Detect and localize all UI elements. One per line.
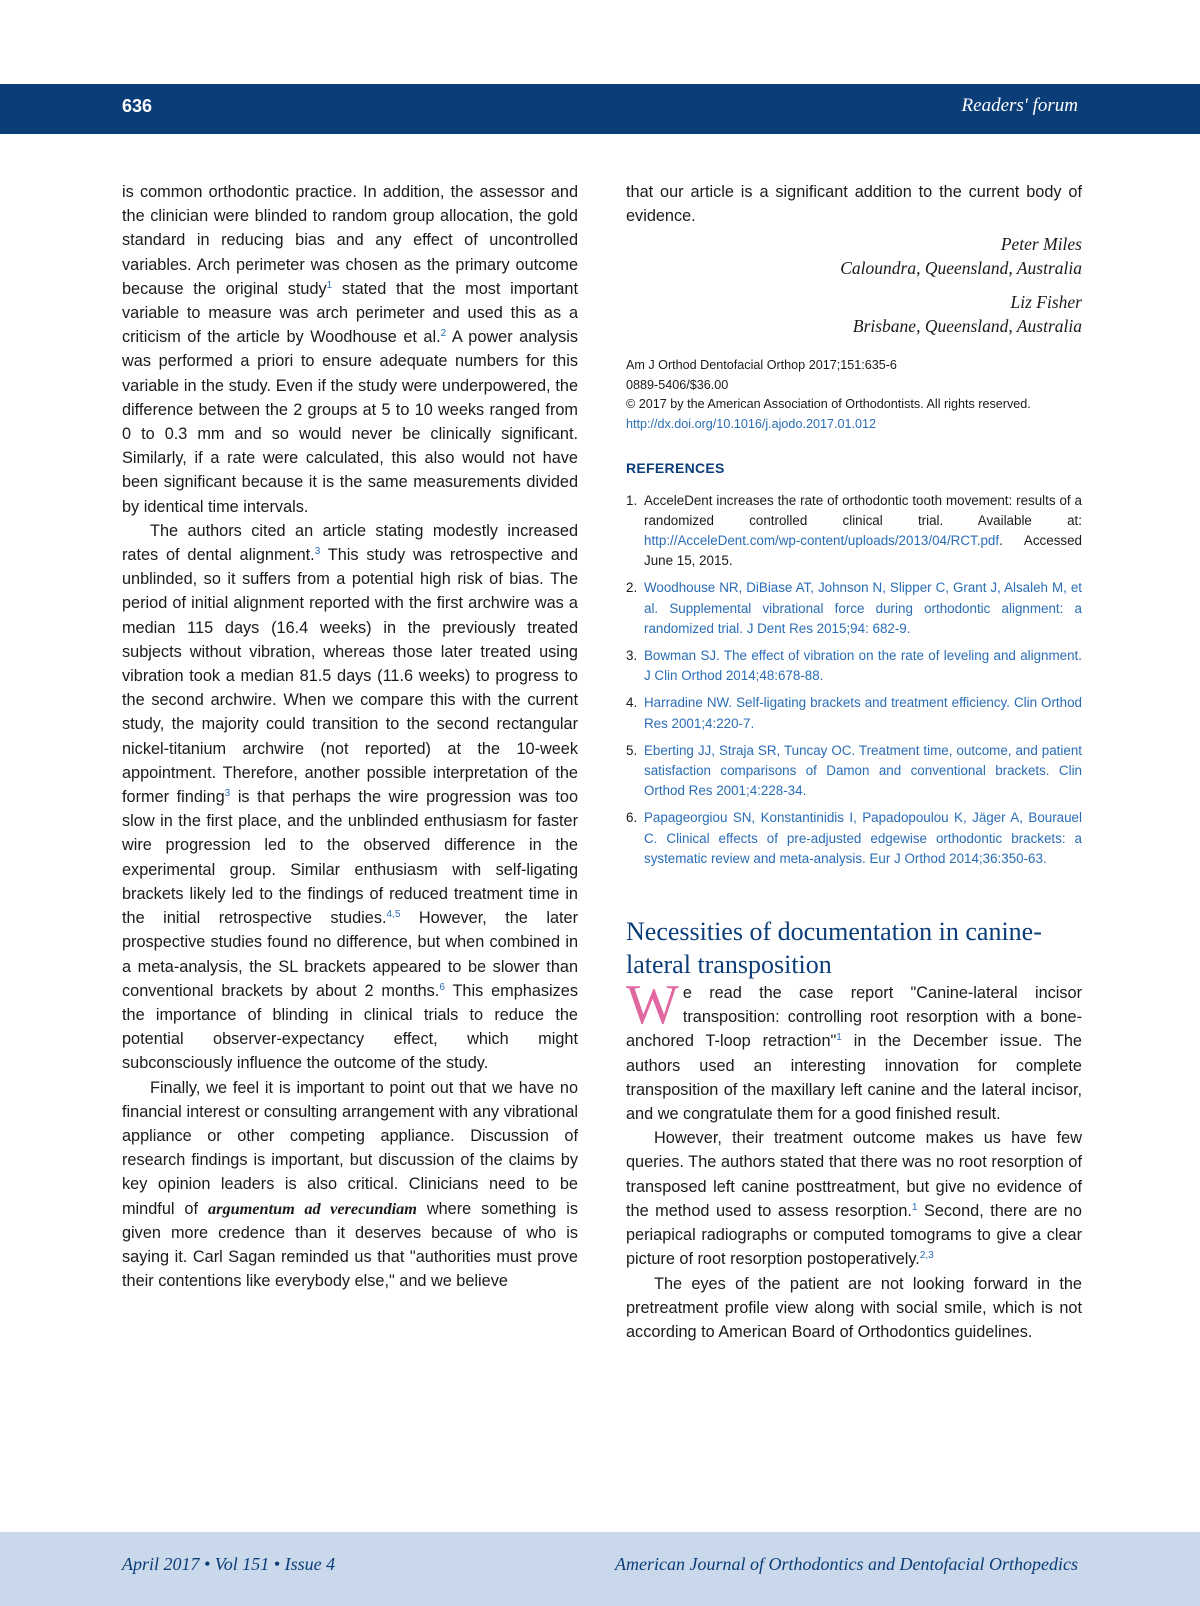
left-column (122, 180, 578, 1293)
author-location: Brisbane, Queensland, Australia (852, 316, 1082, 337)
issue-info: April 2017 • Vol 151 • Issue 4 (122, 1554, 336, 1574)
citation-link[interactable]: 2,3 (919, 1250, 934, 1262)
paragraph: Finally, we feel it is important to point out that we have no financial interest or consulting arrangement with any vibrational appliance or other competing appliance. Discussion of research findings is important, but discussion of the claims by key opinion leaders is also critical. Clinicians need to be mindful of argumentum ad verecundiam where something is given more credence than it deserves because of who is saying it. Carl Sagan reminded us that "authorities must prove their contentions like everybody else," and we believe (122, 1078, 578, 1291)
reference-link[interactable]: Papageorgiou SN, Konstantinidis I, Papadopoulou K, Jäger A, Bourauel C. Clinical effects of pre-adjusted edgewise orthodontic brackets: a systematic review and meta-analysis. Eur J Orthod 2014;36:350-63. (644, 810, 1082, 866)
citation-link[interactable]: 1 (326, 279, 333, 291)
reference-item: 6. Papageorgiou SN, Konstantinidis I, Papadopoulou K, Jäger A, Bourauel C. Clinical effects of pre-adjusted edgewise orthodontic brackets: a systematic review and meta-analysis. Eur J Orthod 2014;36:350-63. (626, 808, 1082, 869)
journal-citation: Am J Orthod Dentofacial Orthop 2017;151:635-6 (626, 358, 897, 373)
reference-item: 2. Woodhouse NR, DiBiase AT, Johnson N, Slipper C, Grant J, Alsaleh M, et al. Supplemental vibrational force during orthodontic alignment: a randomized trial. J Dent Res 2015;94: 682-9. (626, 578, 1082, 639)
author-name: Peter Miles (1000, 234, 1082, 255)
citation-info (626, 356, 1082, 434)
citation-link[interactable]: 1 (911, 1201, 918, 1213)
citation-link[interactable]: 1 (836, 1032, 842, 1044)
reference-link[interactable]: Eberting JJ, Straja SR, Tuncay OC. Treatment time, outcome, and patient satisfaction comparisons of Damon and conventional brackets. Clin Orthod Res 2001;4:228-34. (644, 742, 1082, 799)
drop-cap: W (626, 974, 679, 1037)
author-name: Liz Fisher (1010, 292, 1082, 313)
reference-link[interactable]: Bowman SJ. The effect of vibration on the rate of leveling and alignment. J Clin Orthod 2014;48:678-88. (644, 648, 1082, 684)
page-number: 636 (122, 96, 153, 116)
reference-link[interactable]: Harradine NW. Self-ligating brackets and treatment efficiency. Clin Orthod Res 2001;4:220-7. (644, 695, 1082, 731)
paragraph: The authors cited an article stating modestly increased rates of dental alignment.$^3$ This study was retrospective and unblinded, so it suffers from a potential high risk of bias. The period of initial alignment reported with the first archwire was a median 115 days (16.4 weeks) in the previously treated subjects without vibration, whereas those later treated using vibration took a median 81.5 days (11.6 weeks) to progress to the second archwire. When we compare this with the current study, the majority could transition to the second rectangular nickel-titanium archwire (not reported) at the 10-week appointment. Therefore, another possible interpretation of the former finding$^3$ is that perhaps the wire progression was too slow in the first place, and the unblinded enthusiasm for faster wire progression led to the observed difference in the experimental group. Similar enthusiasm with self-ligating brackets likely led to the findings of reduced treatment time in the initial retrospective studies.$^{4,5}$ However, the later prospective studies found no difference, but when combined in a meta-analysis, the SL brackets appeared to be slower than conventional brackets by about 2 months.$^6$ This emphasizes the importance of blinding in clinical trials to reduce the potential observer-expectancy effect, which might subconsciously influence the outcome of the study. (122, 521, 578, 1073)
paragraph: that our article is a significant addition to the current body of evidence. (626, 183, 1082, 226)
references-heading: REFERENCES (626, 460, 725, 477)
copyright: © 2017 by the American Association of Orthodontists. All rights reserved. (626, 397, 1031, 412)
citation-link[interactable]: 2 (440, 328, 447, 340)
citation-link[interactable]: 3 (314, 546, 321, 558)
paragraph: We read the case report "Canine-lateral incisor transposition: controlling root resorption with a bone-anchored T-loop retraction"$^1$ in the December issue. The authors used an interesting innovation for complete transposition of the maxillary left canine and the lateral incisor, and we congratulate them for a good finished result. (626, 974, 1082, 1124)
reference-item: 1. AcceleDent increases the rate of orthodontic tooth movement: results of a randomized controlled clinical trial. Available at: http://AcceleDent.com/wp-content/uploads/2013/04/RCT.pdf. Accessed June 15, 2015. (626, 492, 1082, 569)
article-title: Necessities of documentation in canine-lateral transposition (626, 917, 1042, 980)
running-header (0, 84, 1200, 134)
reference-url[interactable]: http://AcceleDent.com/wp-content/uploads/2013/04/RCT.pdf (644, 533, 1000, 549)
signature (626, 232, 1082, 280)
reference-item: 4. Harradine NW. Self-ligating brackets and treatment efficiency. Clin Orthod Res 2001;4:220-7. (626, 693, 1082, 733)
paragraph: However, their treatment outcome makes us have few queries. The authors stated that there was no root resorption of transposed left canine posttreatment, but give no evidence of the method used to assess resorption.$^1$ Second, there are no periapical radiographs or computed tomograms to give a clear picture of root resorption postoperatively.$^{2,3}$ (626, 1129, 1082, 1269)
reference-item: 5. Eberting JJ, Straja SR, Tuncay OC. Treatment time, outcome, and patient satisfaction comparisons of Damon and conventional brackets. Clin Orthod Res 2001;4:228-34. (626, 741, 1082, 802)
section-name: Readers' forum (961, 95, 1078, 116)
paragraph: The eyes of the patient are not looking forward in the pretreatment profile view along with social smile, which is not according to American Board of Orthodontics guidelines. (626, 1274, 1082, 1341)
reference-link[interactable]: Woodhouse NR, DiBiase AT, Johnson N, Slipper C, Grant J, Alsaleh M, et al. Supplemental vibrational force during orthodontic alignment: a randomized trial. J Dent Res 2015;94: 682-9. (644, 580, 1082, 636)
author-location: Caloundra, Queensland, Australia (840, 258, 1082, 279)
doi-link[interactable]: http://dx.doi.org/10.1016/j.ajodo.2017.01.012 (626, 416, 876, 431)
latin-phrase: argumentum ad verecundiam (207, 1198, 417, 1218)
signature (626, 290, 1082, 338)
references-list (626, 491, 1082, 869)
running-footer (0, 1532, 1200, 1606)
journal-name: American Journal of Orthodontics and Dentofacial Orthopedics (615, 1554, 1078, 1574)
issn: 0889-5406/$36.00 (626, 377, 729, 392)
right-column (626, 180, 1082, 1344)
citation-link[interactable]: 3 (224, 788, 231, 800)
reference-item: 3. Bowman SJ. The effect of vibration on the rate of leveling and alignment. J Clin Orthod 2014;48:678-88. (626, 646, 1082, 686)
paragraph: is common orthodontic practice. In addition, the assessor and the clinician were blinded to random group allocation, the gold standard in reducing bias and any effect of uncontrolled variables. Arch perimeter was chosen as the primary outcome because the original study$^1$ stated that the most important variable to measure was arch perimeter and used this as a criticism of the article by Woodhouse et al.$^2$ A power analysis was performed a priori to ensure adequate numbers for this variable in the study. Even if the study were underpowered, the difference between the 2 groups at 5 to 10 weeks ranged from 0 to 0.3 mm and so would never be clinically significant. Similarly, if a rate were calculated, this also would not have been significant because it is the same measurements divided by identical time intervals. (122, 183, 578, 516)
citation-link[interactable]: 4,5 (386, 909, 401, 921)
citation-link[interactable]: 6 (439, 981, 445, 993)
